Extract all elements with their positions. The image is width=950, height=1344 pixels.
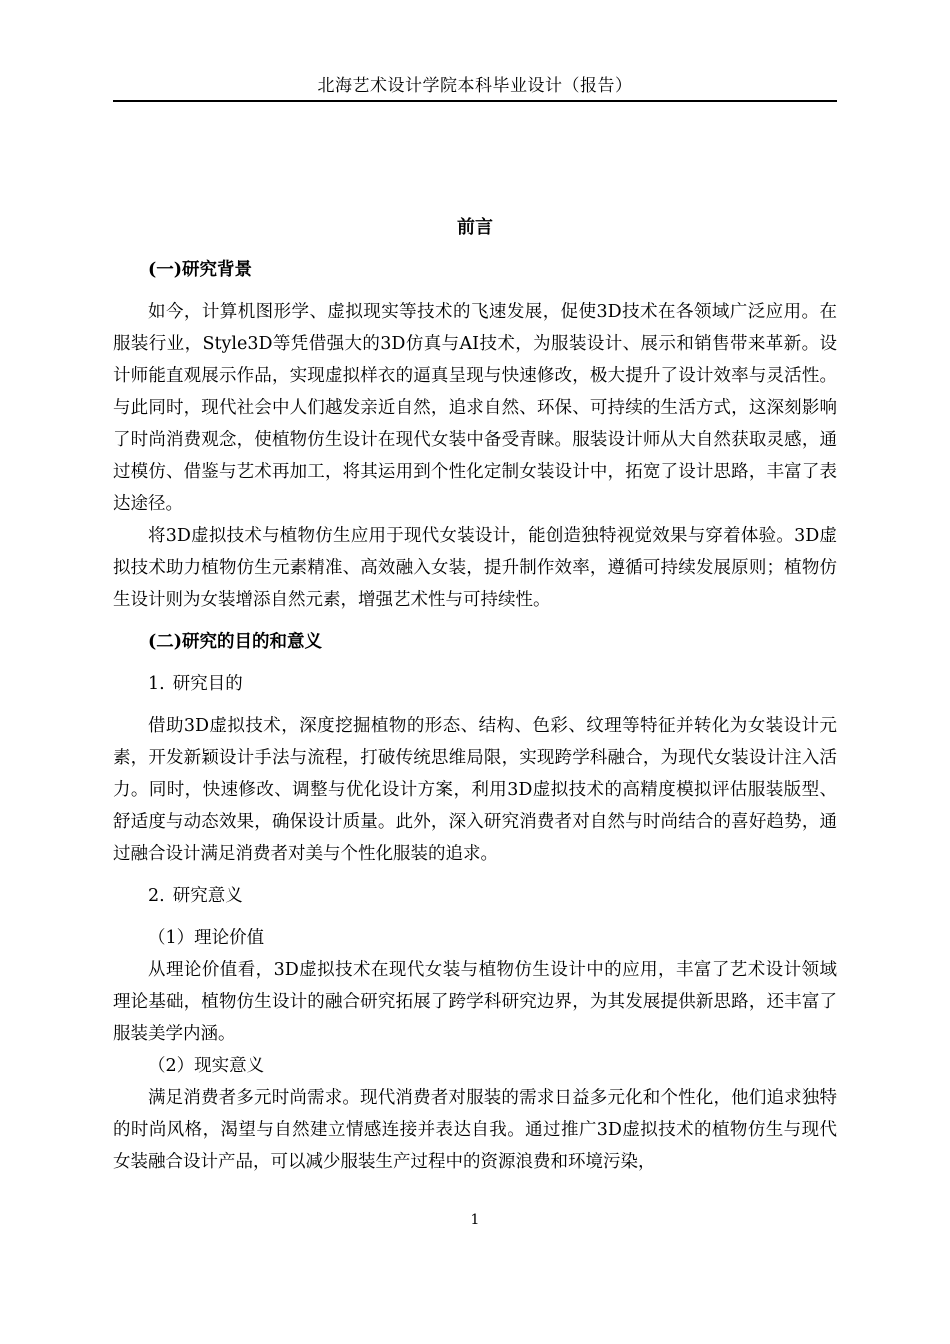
running-header: 北海艺术设计学院本科毕业设计（报告）	[317, 76, 633, 96]
header-rule	[113, 100, 837, 102]
subheading-label: 研究目的	[172, 674, 243, 694]
paragraph-background-2: 将3D虚拟技术与植物仿生应用于现代女装设计，能创造独特视觉效果与穿着体验。3D虚拟技术助力植物仿生元素精准、高效融入女装，提升制作效率，遵循可持续发展原则；植物仿生设计则为女装增添自然元素，增强艺术性与可持续性。	[113, 526, 837, 610]
paragraph-practical-significance: 满足消费者多元时尚需求。现代消费者对服装的需求日益多元化和个性化，他们追求独特的时尚风格，渴望与自然建立情感连接并表达自我。通过推广3D虚拟技术的植物仿生与现代女装融合设计产品，可以减少服装生产过程中的资源浪费和环境污染，	[113, 1088, 837, 1172]
section-heading-purpose-significance: (二)研究的目的和意义	[148, 632, 323, 652]
document-body	[113, 212, 837, 1178]
page-number: 1	[470, 1212, 480, 1228]
paragraph-research-purpose: 借助3D虚拟技术，深度挖掘植物的形态、结构、色彩、纹理等特征并转化为女装设计元素，开发新颖设计手法与流程，打破传统思维局限，实现跨学科融合，为现代女装设计注入活力。同时，快速修改、调整与优化设计方案，利用3D虚拟技术的高精度模拟评估服装版型、舒适度与动态效果，确保设计质量。此外，深入研究消费者对自然与时尚结合的喜好趋势，通过融合设计满足消费者对美与个性化服装的追求。	[113, 716, 837, 864]
minor-heading-theory-value: （1）理论价值	[148, 928, 265, 948]
subheading-number: 1.	[148, 674, 165, 694]
subheading-label: 研究意义	[172, 886, 243, 906]
subheading-number: 2.	[148, 886, 165, 906]
minor-heading-practical-significance: （2）现实意义	[148, 1056, 265, 1076]
paragraph-theory-value: 从理论价值看，3D虚拟技术在现代女装与植物仿生设计中的应用，丰富了艺术设计领域理论基础，植物仿生设计的融合研究拓展了跨学科研究边界，为其发展提供新思路，还丰富了服装美学内涵。	[113, 960, 837, 1044]
page-title: 前言	[457, 217, 493, 238]
subheading-research-significance	[113, 880, 837, 912]
subheading-research-purpose	[113, 668, 837, 700]
paragraph-background-1: 如今，计算机图形学、虚拟现实等技术的飞速发展，促使3D技术在各领域广泛应用。在服装行业，Style3D等凭借强大的3D仿真与AI技术，为服装设计、展示和销售带来革新。设计师能直观展示作品，实现虚拟样衣的逼真呈现与快速修改，极大提升了设计效率与灵活性。与此同时，现代社会中人们越发亲近自然，追求自然、环保、可持续的生活方式，这深刻影响了时尚消费观念，使植物仿生设计在现代女装中备受青睐。服装设计师从大自然获取灵感，通过模仿、借鉴与艺术再加工，将其运用到个性化定制女装设计中，拓宽了设计思路，丰富了表达途径。	[113, 302, 837, 514]
section-heading-background: (一)研究背景	[148, 260, 253, 280]
